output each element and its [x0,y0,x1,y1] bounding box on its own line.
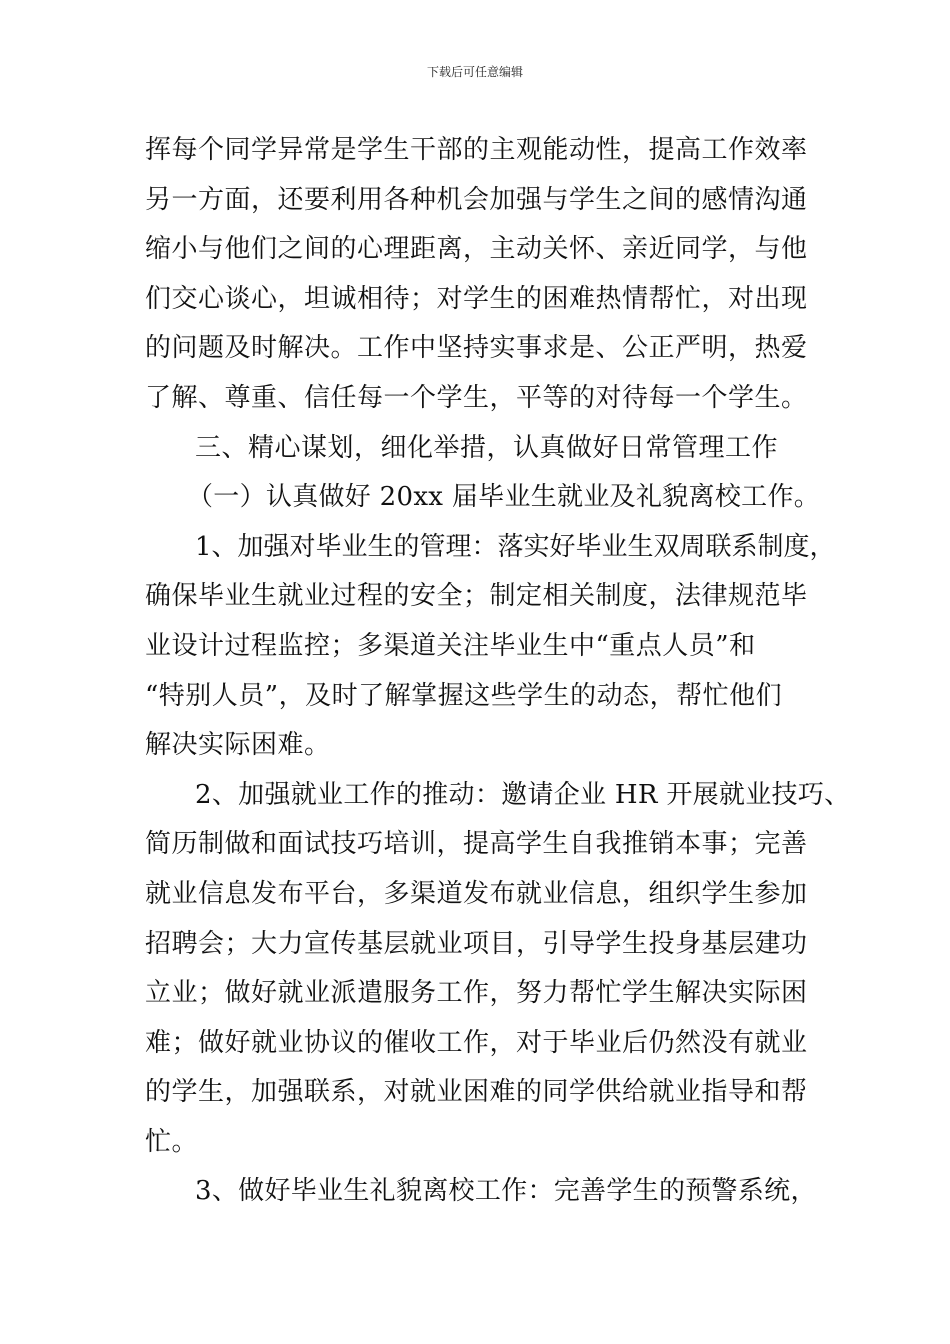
text-line: 另一方面，还要利用各种机会加强与学生之间的感情沟通 [145,184,808,215]
text-line: 确保毕业生就业过程的安全；制定相关制度，法律规范毕 [145,581,808,612]
text-line: 就业信息发布平台，多渠道发布就业信息，组织学生参加 [145,878,808,909]
text-line: 了解、尊重、信任每一个学生，平等的对待每一个学生。 [145,382,808,413]
text-line: 的学生，加强联系，对就业困难的同学供给就业指导和帮 [145,1077,808,1108]
text-line: 们交心谈心，坦诚相待；对学生的困难热情帮忙，对出现 [145,283,808,314]
page-header: 下载后可任意编辑 [426,65,523,79]
text-line: 简历制做和面试技巧培训，提高学生自我推销本事；完善 [145,829,808,860]
text-line: 1、加强对毕业生的管理：落实好毕业生双周联系制度， [195,531,836,562]
text-line: 忙。 [145,1126,199,1157]
text-line: 立业；做好就业派遣服务工作，努力帮忙学生解决实际困 [145,978,808,1009]
text-line: 解决实际困难。 [145,730,331,761]
subsection-heading: （一）认真做好 20xx 届毕业生就业及礼貌离校工作。 [187,482,821,513]
text-line: 难；做好就业协议的催收工作，对于毕业后仍然没有就业 [145,1027,808,1058]
text-line: 的问题及时解决。工作中坚持实事求是、公正严明，热爱 [145,333,808,364]
text-line: 招聘会；大力宣传基层就业项目，引导学生投身基层建功 [145,928,808,959]
section-heading: 三、精心谋划，细化举措，认真做好日常管理工作 [195,432,779,463]
text-line: 业设计过程监控；多渠道关注毕业生中“重点人员”和 [145,630,756,661]
text-line: 缩小与他们之间的心理距离，主动关怀、亲近同学，与他 [145,234,808,265]
text-line: 3、做好毕业生礼貌离校工作：完善学生的预警系统， [195,1176,817,1207]
text-line: “特别人员”，及时了解掌握这些学生的动态，帮忙他们 [145,680,783,711]
text-line: 挥每个同学异常是学生干部的主观能动性，提高工作效率 [145,135,808,165]
document-body [145,126,851,1217]
text-line: 2、加强就业工作的推动：邀请企业 HR 开展就业技巧、 [195,779,851,810]
